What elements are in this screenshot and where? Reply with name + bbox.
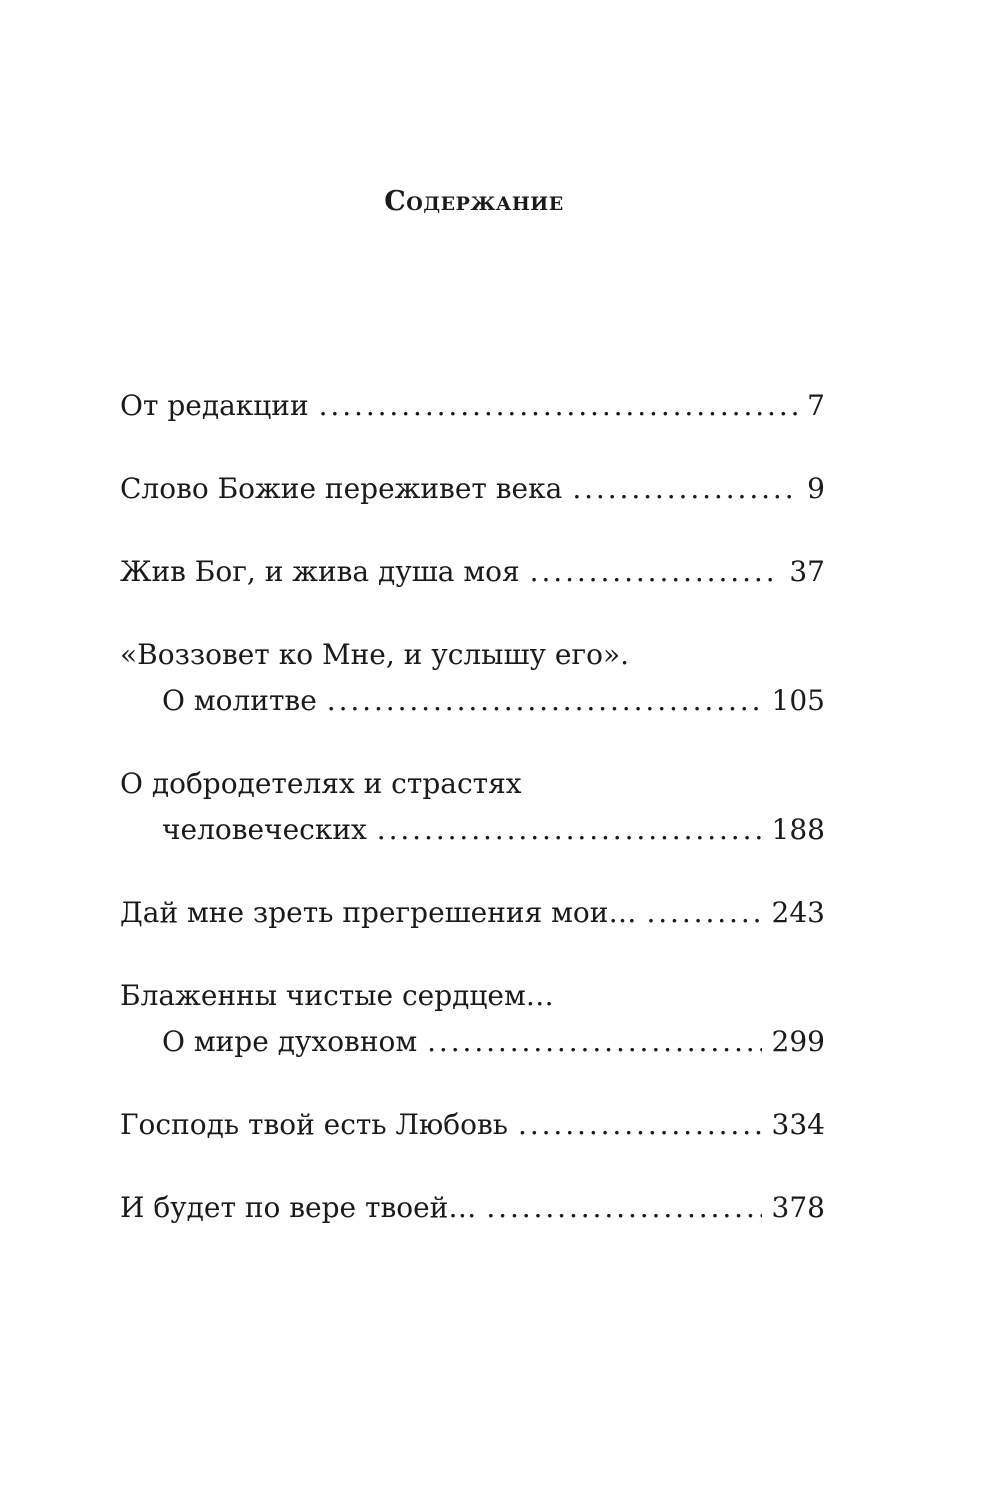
- toc-entry[interactable]: [120, 890, 825, 936]
- toc-entry[interactable]: [120, 632, 825, 724]
- toc-entry[interactable]: [120, 1185, 825, 1231]
- toc-entry[interactable]: [120, 549, 825, 595]
- toc-entry[interactable]: [120, 1102, 825, 1148]
- toc-entry-title: И будет по вере твоей…: [120, 1191, 477, 1224]
- toc-entry[interactable]: [120, 973, 825, 1065]
- dot-leader: [327, 678, 762, 724]
- toc-entry-title: От редакции: [120, 389, 309, 422]
- toc-page-number: 9: [807, 472, 825, 505]
- toc-page-number: 378: [771, 1191, 825, 1224]
- toc-entry-title: Жив Бог, и жива душа моя: [120, 555, 520, 588]
- dot-leader: [427, 1019, 761, 1065]
- dot-leader: [572, 466, 797, 512]
- dot-leader: [530, 549, 780, 595]
- toc-entry-line: [120, 890, 825, 936]
- toc-entry-line: [120, 1185, 825, 1231]
- toc-entry-line: [120, 632, 825, 678]
- toc-entry-line: [120, 678, 825, 724]
- toc-entry-title: Слово Божие переживет века: [120, 472, 563, 505]
- toc-entry-title: «Воззовет ко Мне, и услышу его».: [120, 638, 629, 671]
- toc-entry-line: [120, 761, 825, 807]
- toc-entry[interactable]: [120, 761, 825, 853]
- dot-leader: [486, 1185, 761, 1231]
- toc-entry[interactable]: [120, 383, 825, 429]
- table-of-contents: [120, 383, 825, 1231]
- toc-entry-title: О добродетелях и страстях: [120, 767, 522, 800]
- toc-entry-subtitle: человеческих: [162, 813, 367, 846]
- toc-entry-line: [120, 1102, 825, 1148]
- toc-page-number: 37: [789, 555, 825, 588]
- toc-entry-title: Дай мне зреть прегрешения мои…: [120, 896, 637, 929]
- toc-page-number: 243: [771, 896, 825, 929]
- dot-leader: [518, 1102, 762, 1148]
- dot-leader: [319, 383, 798, 429]
- toc-entry-line: [120, 383, 825, 429]
- toc-entry-subtitle: О мире духовном: [162, 1025, 418, 1058]
- toc-entry-line: [120, 1019, 825, 1065]
- toc-page-number: 334: [771, 1108, 825, 1141]
- toc-page-number: 7: [807, 389, 825, 422]
- toc-entry-line: [120, 973, 825, 1019]
- toc-page-number: 188: [771, 813, 825, 846]
- toc-page-number: 105: [771, 684, 825, 717]
- toc-entry-title: Блаженны чистые сердцем…: [120, 979, 554, 1012]
- page-title: Содержание: [384, 186, 564, 217]
- toc-page-number: 299: [771, 1025, 825, 1058]
- toc-entry-title: Господь твой есть Любовь: [120, 1108, 509, 1141]
- toc-entry-line: [120, 549, 825, 595]
- toc-entry[interactable]: [120, 466, 825, 512]
- dot-leader: [377, 807, 762, 853]
- dot-leader: [646, 890, 761, 936]
- toc-entry-line: [120, 466, 825, 512]
- toc-entry-subtitle: О молитве: [162, 684, 317, 717]
- toc-entry-line: [120, 807, 825, 853]
